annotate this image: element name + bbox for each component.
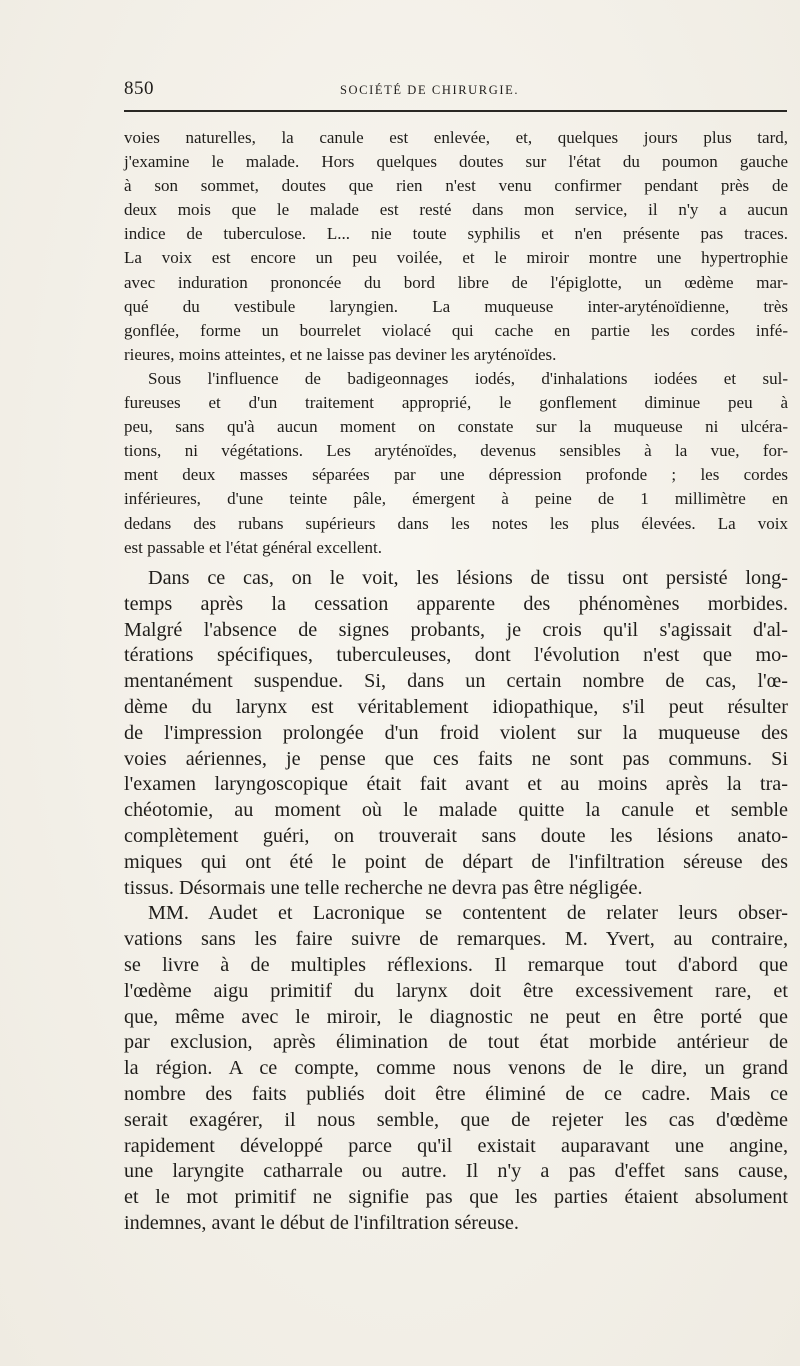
text-line: indice de tuberculose. L... nie toute syphilis et n'en présente pas traces. (124, 224, 788, 244)
text-line: l'œdème aigu primitif du larynx doit être excessivement rare, et (124, 979, 788, 1002)
text-line: l'examen laryngoscopique était fait avant et au moins après la tra- (124, 773, 788, 796)
text-line: de l'impression prolongée d'un froid violent sur la muqueuse des (124, 721, 788, 744)
text-line: voies naturelles, la canule est enlevée, et, quelques jours plus tard, (124, 128, 788, 147)
page-header (124, 74, 788, 104)
observation-excerpt (124, 126, 788, 560)
text-line: gonflée, forme un bourrelet violacé qui cache en partie les cordes infé- (124, 320, 788, 340)
text-line: nombre des faits publiés doit être éliminé de ce cadre. Mais ce (124, 1082, 788, 1105)
text-line: rieures, moins atteintes, et ne laisse pas deviner les aryténoïdes. (124, 344, 557, 364)
running-title: SOCIÉTÉ DE CHIRURGIE. (340, 83, 520, 97)
text-line: chéotomie, au moment où le malade quitte la canule et semble (124, 799, 788, 822)
text-line: j'examine le malade. Hors quelques doutes sur l'état du poumon gauche (124, 152, 788, 172)
text-line: ment deux masses séparées par une dépression profonde ; les cordes (124, 465, 788, 485)
text-line: et le mot primitif ne signifie pas que les parties étaient absolument (124, 1186, 788, 1209)
text-line: inférieures, d'une teinte pâle, émergent à peine de 1 millimètre en (124, 489, 788, 509)
text-line: dedans des rubans supérieurs dans les notes les plus élevées. La voix (124, 513, 788, 533)
text-line: temps après la cessation apparente des phénomènes morbides. (124, 592, 788, 615)
text-line: rapidement développé parce qu'il existait auparavant une angine, (124, 1134, 788, 1157)
header-rule (124, 110, 787, 112)
page-number: 850 (124, 78, 154, 99)
text-line: serait exagérer, il nous semble, que de rejeter les cas d'œdème (124, 1108, 788, 1131)
text-line: se livre à de multiples réflexions. Il remarque tout d'abord que (124, 953, 788, 976)
text-line: tions, ni végétations. Les aryténoïdes, devenus sensibles à la vue, for- (124, 441, 788, 461)
text-line: voies aériennes, je pense que ces faits ne sont pas communs. Si (124, 747, 788, 770)
text-line: complètement guéri, on trouverait sans doute les lésions anato- (124, 824, 788, 847)
text-line: tissus. Désormais une telle recherche ne devra pas être négligée. (124, 876, 643, 899)
commentary-text (124, 566, 788, 1237)
text-line: fureuses et d'un traitement approprié, le gonflement diminue peu à (124, 393, 788, 413)
text-line: Sous l'influence de badigeonnages iodés, d'inhalations iodées et sul- (148, 368, 788, 388)
text-line: MM. Audet et Lacronique se contentent de relater leurs obser- (148, 902, 788, 925)
text-line: indemnes, avant le début de l'infiltration séreuse. (124, 1211, 519, 1234)
text-line: avec induration prononcée du bord libre de l'épiglotte, un œdème mar- (124, 272, 788, 292)
text-line: Malgré l'absence de signes probants, je crois qu'il s'agissait d'al- (124, 618, 788, 641)
text-line: dème du larynx est véritablement idiopathique, s'il peut résulter (124, 695, 788, 718)
text-line: la région. A ce compte, comme nous venons de le dire, un grand (124, 1057, 788, 1080)
text-line: qué du vestibule laryngien. La muqueuse inter-aryténoïdienne, très (124, 296, 788, 316)
text-line: La voix est encore un peu voilée, et le miroir montre une hypertrophie (124, 248, 788, 268)
text-line: est passable et l'état général excellent. (124, 537, 382, 557)
text-line: miques qui ont été le point de départ de l'infiltration séreuse des (124, 850, 788, 873)
text-line: peu, sans qu'à aucun moment on constate sur la muqueuse ni ulcéra- (124, 417, 788, 437)
text-line: vations sans les faire suivre de remarques. M. Yvert, au contraire, (124, 928, 788, 951)
text-line: deux mois que le malade est resté dans mon service, il n'y a aucun (124, 200, 788, 220)
text-line: une laryngite catharrale ou autre. Il n'y a pas d'effet sans cause, (124, 1160, 788, 1183)
text-line: par exclusion, après élimination de tout état morbide antérieur de (124, 1031, 788, 1054)
text-line: mentanément suspendue. Si, dans un certain nombre de cas, l'œ- (124, 670, 788, 693)
text-line: que, même avec le miroir, le diagnostic ne peut en être porté que (124, 1005, 788, 1028)
text-line: Dans ce cas, on le voit, les lésions de tissu ont persisté long- (148, 567, 788, 589)
text-line: à son sommet, doutes que rien n'est venu confirmer pendant près de (124, 176, 788, 196)
text-line: térations spécifiques, tuberculeuses, dont l'évolution n'est que mo- (124, 644, 788, 667)
